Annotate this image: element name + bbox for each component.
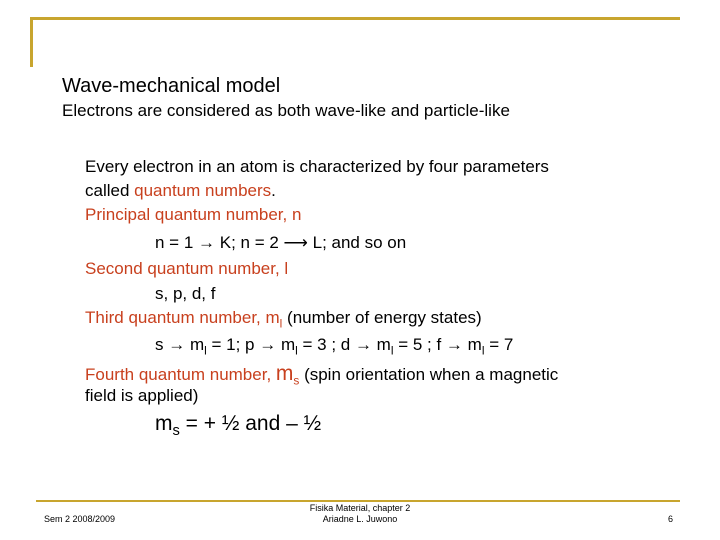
fourth-ms-sub: s: [293, 373, 300, 388]
third-detail-d-sub: l: [390, 343, 394, 358]
third-detail-f: = 5 ; f → m: [393, 335, 482, 354]
ms-equation-sub: s: [172, 423, 180, 440]
body-line-2-suffix: .: [271, 181, 276, 200]
third-label: [85, 308, 482, 330]
fourth-label: [85, 362, 558, 387]
second-detail: s, p, d, f: [155, 284, 216, 303]
footer-course-line-1: Fisika Material, chapter 2: [309, 503, 411, 513]
footer-course: [300, 503, 420, 525]
fourth-ms-symbol: m: [275, 362, 294, 385]
principal-label: Principal quantum number, n: [85, 205, 302, 224]
third-label-sub: l: [279, 316, 283, 331]
fourth-label-text: Fourth quantum number,: [85, 365, 276, 384]
ms-equation: [155, 412, 321, 439]
ms-equation-values: = + ½ and – ½: [179, 412, 322, 435]
third-detail-f-sub: l: [481, 343, 485, 358]
third-detail-s-sub: l: [204, 343, 207, 358]
third-detail-p: = 1; p → m: [206, 335, 296, 354]
footer-page-number: 6: [668, 514, 674, 524]
third-detail-p-sub: l: [295, 343, 298, 358]
third-detail: [155, 335, 513, 357]
third-label-text: Third quantum number, m: [85, 308, 280, 327]
fourth-label-note: (spin orientation when a magnetic: [299, 365, 559, 384]
footer-divider: [36, 500, 680, 502]
second-label: Second quantum number, l: [85, 259, 289, 278]
fourth-line-2: field is applied): [85, 386, 199, 405]
third-detail-f-value: = 7: [484, 335, 514, 354]
footer-semester: Sem 2 2008/2009: [44, 514, 116, 524]
body-line-2-prefix: called: [85, 181, 135, 200]
body-line-1: Every electron in an atom is characterized by four parameters: [85, 157, 549, 176]
frame-top-line: [30, 17, 680, 20]
third-detail-d: = 3 ; d → m: [297, 335, 391, 354]
third-label-note: (number of energy states): [282, 308, 482, 327]
slide-title: Wave-mechanical model: [62, 75, 281, 97]
slide-subtitle: Electrons are considered as both wave-like and particle-like: [62, 101, 510, 120]
third-detail-s: s → m: [155, 335, 205, 354]
quantum-numbers-term: quantum numbers: [134, 181, 272, 200]
principal-detail: n = 1 → K; n = 2 ⟶ L; and so on: [155, 233, 407, 252]
footer-course-line-2: Ariadne L. Juwono: [322, 514, 398, 524]
frame-left-line: [30, 17, 33, 67]
body-line-2: [85, 181, 276, 201]
ms-equation-symbol: m: [155, 412, 173, 435]
